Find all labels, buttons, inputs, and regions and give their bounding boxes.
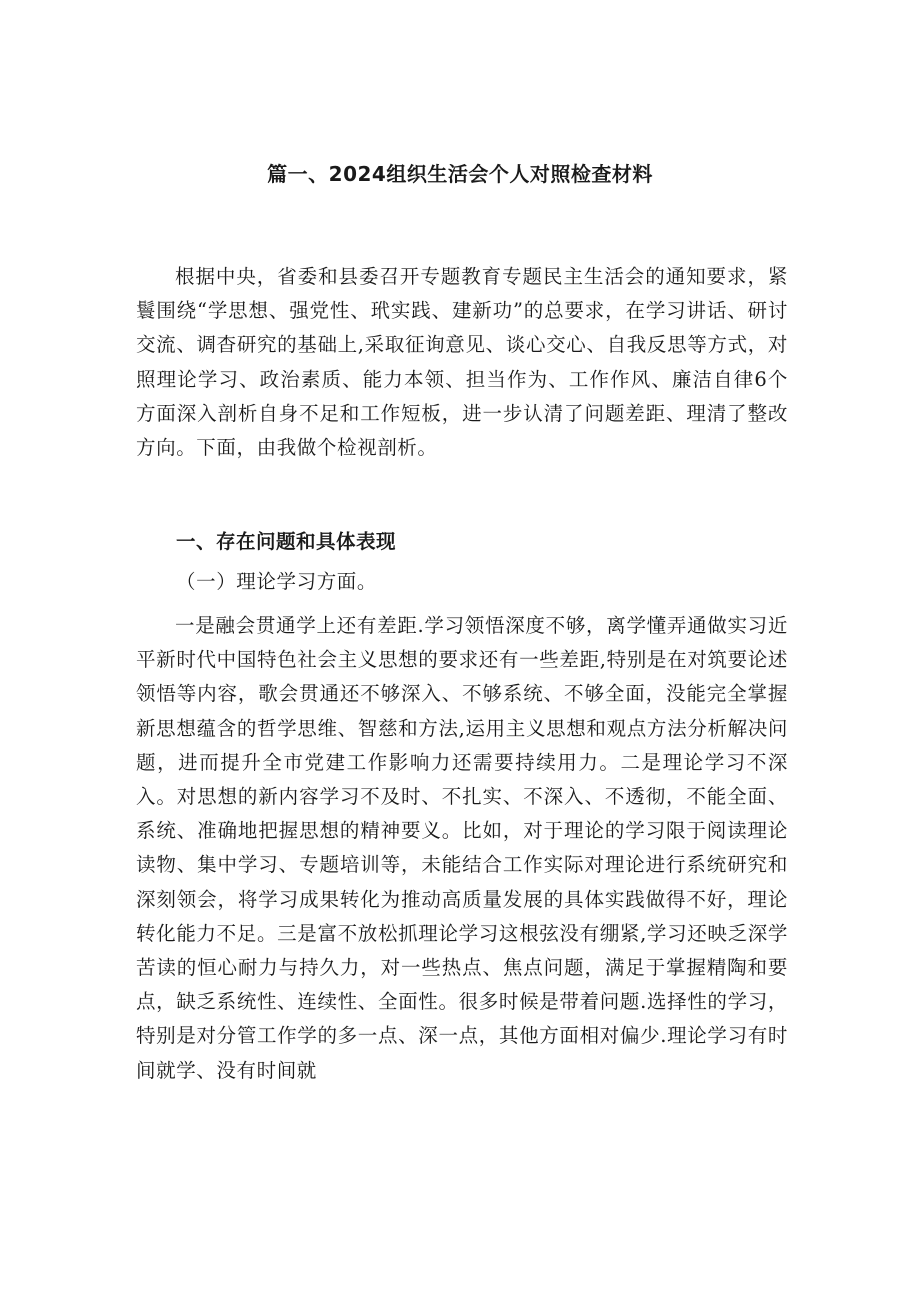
subsection-heading: （一）理论学习方面。	[176, 570, 378, 593]
intro-paragraph: 根据中央，省委和县委召开专题教育专题民主生活会的通知要求，紧鬟围绕“学思想、强党性、玳实践、建新功”的总要求，在学习讲话、研讨交流、调杳研究的基础上,采取征询意见、谈心交心、自我反思等方式，对照理论学习、政治素质、能力本领、担当作为、工作作风、廉洁自律6个方面深入剖析自身不足和工作短板，进一步认清了问题差距、理清了整改方向。下面，由我做个检视剖析。	[136, 265, 788, 460]
body-paragraph: 一是融会贯通学上还有差距.学习领悟深度不够，离学懂弄通做实习近平新时代中国特色社会主义思想的要求还有一些差距,特别是在对筑要论述领悟等内容，歌会贯通还不够深入、不够系统、不够全面，没能完全掌握新思想蕴含的哲学思维、智慈和方法,运用主义思想和观点方法分析解决问题，进而提升全市党建工作影响力还需要持续用力。二是理论学习不深入。对思想的新内容学习不及时、不扎实、不深入、不透彻，不能全面、系统、准确地把握思想的精神要义。比如，对于理论的学习限于阅读理论读物、集中学习、专题培训等，未能结合工作实际对理论进行系统研究和深刻领会，将学习成果转化为推动高质量发展的具体实践做得不好，理论转化能力不足。三是富不放松抓理论学习这根弦没有绷紧,学习还映乏深学苦读的恒心耐力与持久力，对一些热点、焦点问题，满足于掌握精陶和要点，缺乏系统性、连续性、全面性。很多时候是带着问题.选择性的学习，特别是对分管工作学的多一点、深一点，其他方面相对偏少.理论学习有时间就学、没有时间就	[136, 614, 788, 1082]
section-heading: 一、存在问题和具体表现	[176, 530, 397, 553]
document-title: 篇一、2024组织生活会个人对照检查材料	[267, 162, 653, 186]
